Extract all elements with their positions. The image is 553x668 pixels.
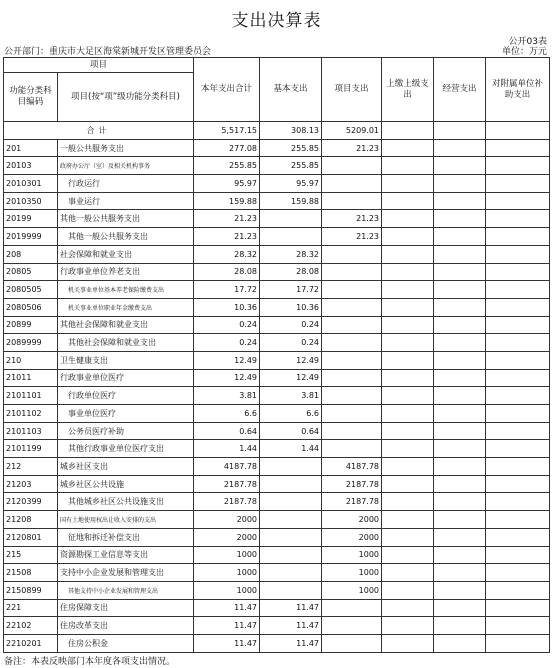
row-code: 2101199: [4, 440, 58, 458]
row-business: [434, 281, 486, 299]
table-row: [4, 511, 550, 529]
row-subsidy: [486, 175, 550, 193]
row-upper: [382, 192, 434, 210]
row-code: 2080506: [4, 298, 58, 316]
row-subsidy: [486, 228, 550, 246]
row-total: 4187.78: [194, 458, 260, 476]
total-total: 5,517.15: [194, 122, 260, 140]
row-total: 28.08: [194, 263, 260, 281]
row-project: [322, 192, 382, 210]
row-business: [434, 405, 486, 423]
row-project: [322, 405, 382, 423]
row-project: [322, 334, 382, 352]
row-upper: [382, 369, 434, 387]
row-project: [322, 634, 382, 652]
row-business: [434, 564, 486, 582]
table-row: [4, 617, 550, 635]
row-code: 2080505: [4, 281, 58, 299]
row-total: 1000: [194, 564, 260, 582]
row-subsidy: [486, 493, 550, 511]
row-business: [434, 387, 486, 405]
row-basic: 0.24: [260, 334, 322, 352]
row-upper: [382, 528, 434, 546]
row-project: [322, 175, 382, 193]
header-basic: 基本支出: [260, 58, 322, 122]
row-subsidy: [486, 422, 550, 440]
row-basic: 95.97: [260, 175, 322, 193]
row-upper: [382, 281, 434, 299]
row-total: 28.32: [194, 245, 260, 263]
row-name: 其他一般公共服务支出: [58, 228, 194, 246]
row-code: 212: [4, 458, 58, 476]
table-row: [4, 157, 550, 175]
row-project: [322, 263, 382, 281]
row-name: 征地和拆迁补偿支出: [58, 528, 194, 546]
total-upper: [382, 122, 434, 140]
row-upper: [382, 422, 434, 440]
row-project: [322, 369, 382, 387]
row-total: 95.97: [194, 175, 260, 193]
row-basic: 255.85: [260, 139, 322, 157]
row-project: [322, 298, 382, 316]
row-upper: [382, 351, 434, 369]
row-project: [322, 281, 382, 299]
row-subsidy: [486, 546, 550, 564]
row-project: [322, 351, 382, 369]
row-name: 其他支持中小企业发展和管理支出: [58, 581, 194, 599]
row-name: 卫生健康支出: [58, 351, 194, 369]
header-name: 项目(按“项”级功能分类科目): [58, 73, 194, 122]
table-row: [4, 564, 550, 582]
row-project: [322, 599, 382, 617]
row-upper: [382, 210, 434, 228]
row-upper: [382, 405, 434, 423]
table-row: [4, 493, 550, 511]
row-total: 3.81: [194, 387, 260, 405]
table-row: [4, 405, 550, 423]
row-total: 21.23: [194, 228, 260, 246]
row-business: [434, 493, 486, 511]
row-basic: 10.36: [260, 298, 322, 316]
row-upper: [382, 298, 434, 316]
row-project: [322, 245, 382, 263]
row-business: [434, 634, 486, 652]
row-business: [434, 228, 486, 246]
table-row: [4, 440, 550, 458]
row-code: 21011: [4, 369, 58, 387]
row-subsidy: [486, 511, 550, 529]
row-business: [434, 210, 486, 228]
row-total: 6.6: [194, 405, 260, 423]
table-row: [4, 599, 550, 617]
row-code: 221: [4, 599, 58, 617]
expenditure-table: [3, 57, 550, 653]
row-code: 2101101: [4, 387, 58, 405]
row-business: [434, 528, 486, 546]
row-business: [434, 581, 486, 599]
row-code: 20899: [4, 316, 58, 334]
header-subsidy: 对附属单位补助支出: [486, 58, 550, 122]
row-code: 2010301: [4, 175, 58, 193]
unit-label: 单位：万元: [501, 47, 547, 57]
row-upper: [382, 440, 434, 458]
footnote: 备注：本表反映部门本年度各项支出情况。: [4, 657, 176, 667]
row-code: 20805: [4, 263, 58, 281]
row-business: [434, 351, 486, 369]
row-basic: [260, 475, 322, 493]
row-business: [434, 475, 486, 493]
row-subsidy: [486, 599, 550, 617]
row-basic: 12.49: [260, 351, 322, 369]
row-business: [434, 157, 486, 175]
row-project: 2187.78: [322, 475, 382, 493]
row-business: [434, 599, 486, 617]
row-subsidy: [486, 139, 550, 157]
row-subsidy: [486, 316, 550, 334]
table-row: [4, 228, 550, 246]
row-code: 2210201: [4, 634, 58, 652]
row-subsidy: [486, 458, 550, 476]
row-code: 21208: [4, 511, 58, 529]
row-upper: [382, 581, 434, 599]
row-project: [322, 422, 382, 440]
row-total: 0.24: [194, 334, 260, 352]
table-row: [4, 634, 550, 652]
row-upper: [382, 564, 434, 582]
row-upper: [382, 157, 434, 175]
row-name: 其他社会保障和就业支出: [58, 334, 194, 352]
header-project: 项目: [4, 58, 194, 73]
row-total: 2187.78: [194, 475, 260, 493]
row-project: 21.23: [322, 228, 382, 246]
table-body: [4, 122, 550, 653]
row-business: [434, 334, 486, 352]
row-basic: [260, 511, 322, 529]
row-name: 一般公共服务支出: [58, 139, 194, 157]
row-project: 1000: [322, 564, 382, 582]
row-name: 行政事业单位医疗: [58, 369, 194, 387]
row-code: 20103: [4, 157, 58, 175]
row-name: 行政事业单位养老支出: [58, 263, 194, 281]
row-business: [434, 458, 486, 476]
table-row: [4, 458, 550, 476]
row-name: 其他城乡社区公共设施支出: [58, 493, 194, 511]
row-code: 2120399: [4, 493, 58, 511]
row-total: 1000: [194, 546, 260, 564]
row-name: 住房保障支出: [58, 599, 194, 617]
row-total: 12.49: [194, 369, 260, 387]
row-basic: 3.81: [260, 387, 322, 405]
row-total: 11.47: [194, 617, 260, 635]
table-row: [4, 192, 550, 210]
row-total: 0.24: [194, 316, 260, 334]
row-upper: [382, 599, 434, 617]
row-project: 2000: [322, 511, 382, 529]
row-business: [434, 617, 486, 635]
table-row: [4, 422, 550, 440]
row-subsidy: [486, 634, 550, 652]
row-basic: [260, 564, 322, 582]
table-row: [4, 581, 550, 599]
table-row: [4, 369, 550, 387]
row-upper: [382, 245, 434, 263]
row-business: [434, 175, 486, 193]
row-name: 其他社会保障和就业支出: [58, 316, 194, 334]
row-subsidy: [486, 564, 550, 582]
row-upper: [382, 511, 434, 529]
total-label: 合计: [4, 122, 194, 140]
row-basic: [260, 528, 322, 546]
row-upper: [382, 334, 434, 352]
row-name: 支持中小企业发展和管理支出: [58, 564, 194, 582]
row-basic: [260, 546, 322, 564]
row-business: [434, 316, 486, 334]
row-basic: 1.44: [260, 440, 322, 458]
row-subsidy: [486, 192, 550, 210]
row-project: 1000: [322, 546, 382, 564]
table-row: [4, 475, 550, 493]
row-upper: [382, 475, 434, 493]
row-code: 208: [4, 245, 58, 263]
row-business: [434, 369, 486, 387]
row-upper: [382, 387, 434, 405]
header-total: 本年支出合计: [194, 58, 260, 122]
row-project: 1000: [322, 581, 382, 599]
row-name: 政府办公厅（室）及相关机构事务: [58, 157, 194, 175]
row-name: 行政运行: [58, 175, 194, 193]
row-basic: 28.32: [260, 245, 322, 263]
row-project: [322, 316, 382, 334]
table-row: [4, 210, 550, 228]
row-upper: [382, 546, 434, 564]
row-name: 城乡社区公共设施: [58, 475, 194, 493]
row-upper: [382, 175, 434, 193]
row-project: 2187.78: [322, 493, 382, 511]
row-name: 事业单位医疗: [58, 405, 194, 423]
row-code: 2089999: [4, 334, 58, 352]
row-upper: [382, 228, 434, 246]
row-code: 2120801: [4, 528, 58, 546]
table-row: [4, 175, 550, 193]
row-subsidy: [486, 475, 550, 493]
row-basic: [260, 228, 322, 246]
row-name: 资源勘探工业信息等支出: [58, 546, 194, 564]
form-code: 公开03表: [508, 37, 547, 47]
row-project: [322, 387, 382, 405]
row-business: [434, 546, 486, 564]
table-row: [4, 316, 550, 334]
row-name: 城乡社区支出: [58, 458, 194, 476]
row-project: 4187.78: [322, 458, 382, 476]
row-basic: 11.47: [260, 599, 322, 617]
row-total: 2000: [194, 528, 260, 546]
header-code: 功能分类科目编码: [4, 73, 58, 122]
row-upper: [382, 634, 434, 652]
table-row: [4, 387, 550, 405]
table-row: [4, 245, 550, 263]
row-project: [322, 617, 382, 635]
table-row: [4, 528, 550, 546]
row-subsidy: [486, 245, 550, 263]
row-basic: 17.72: [260, 281, 322, 299]
total-project: 5209.01: [322, 122, 382, 140]
row-subsidy: [486, 617, 550, 635]
row-basic: 0.64: [260, 422, 322, 440]
total-basic: 308.13: [260, 122, 322, 140]
header-business: 经营支出: [434, 58, 486, 122]
row-subsidy: [486, 528, 550, 546]
total-row: [4, 122, 550, 140]
row-basic: 12.49: [260, 369, 322, 387]
department-label: 公开部门：重庆市大足区海棠新城开发区管理委员会: [4, 47, 212, 57]
row-basic: 6.6: [260, 405, 322, 423]
row-basic: 11.47: [260, 634, 322, 652]
row-basic: 159.88: [260, 192, 322, 210]
row-name: 行政单位医疗: [58, 387, 194, 405]
row-code: 201: [4, 139, 58, 157]
row-subsidy: [486, 210, 550, 228]
row-code: 21508: [4, 564, 58, 582]
table-row: [4, 546, 550, 564]
row-subsidy: [486, 157, 550, 175]
row-name: 国有土地使用权出让收入安排的支出: [58, 511, 194, 529]
row-total: 10.36: [194, 298, 260, 316]
row-code: 21203: [4, 475, 58, 493]
row-project: 21.23: [322, 139, 382, 157]
row-basic: [260, 493, 322, 511]
row-code: 215: [4, 546, 58, 564]
row-business: [434, 422, 486, 440]
page-title: 支出决算表: [231, 11, 322, 31]
row-basic: 0.24: [260, 316, 322, 334]
row-upper: [382, 263, 434, 281]
row-business: [434, 440, 486, 458]
row-total: 12.49: [194, 351, 260, 369]
row-subsidy: [486, 369, 550, 387]
row-total: 255.85: [194, 157, 260, 175]
row-code: 2010350: [4, 192, 58, 210]
row-code: 2150899: [4, 581, 58, 599]
row-total: 277.08: [194, 139, 260, 157]
row-total: 2000: [194, 511, 260, 529]
row-name: 公务员医疗补助: [58, 422, 194, 440]
row-upper: [382, 617, 434, 635]
row-business: [434, 245, 486, 263]
total-business: [434, 122, 486, 140]
row-business: [434, 298, 486, 316]
row-name: 其他行政事业单位医疗支出: [58, 440, 194, 458]
row-project: 2000: [322, 528, 382, 546]
unit-row: [4, 44, 547, 55]
row-name: 机关事业单位职业年金缴费支出: [58, 298, 194, 316]
header-upper: 上缴上级支出: [382, 58, 434, 122]
row-basic: 28.08: [260, 263, 322, 281]
row-name: 其他一般公共服务支出: [58, 210, 194, 228]
row-name: 机关事业单位基本养老保险缴费支出: [58, 281, 194, 299]
row-upper: [382, 316, 434, 334]
total-subsidy: [486, 122, 550, 140]
row-upper: [382, 493, 434, 511]
row-total: 11.47: [194, 634, 260, 652]
row-basic: 255.85: [260, 157, 322, 175]
row-project: [322, 157, 382, 175]
row-business: [434, 192, 486, 210]
row-subsidy: [486, 351, 550, 369]
row-subsidy: [486, 298, 550, 316]
row-subsidy: [486, 281, 550, 299]
row-name: 事业运行: [58, 192, 194, 210]
row-project: 21.23: [322, 210, 382, 228]
row-basic: [260, 210, 322, 228]
row-name: 住房公积金: [58, 634, 194, 652]
row-code: 2101102: [4, 405, 58, 423]
row-name: 社会保障和就业支出: [58, 245, 194, 263]
row-upper: [382, 139, 434, 157]
row-code: 210: [4, 351, 58, 369]
row-basic: 11.47: [260, 617, 322, 635]
row-code: 22102: [4, 617, 58, 635]
row-total: 2187.78: [194, 493, 260, 511]
row-code: 2019999: [4, 228, 58, 246]
row-total: 0.64: [194, 422, 260, 440]
header-project-expense: 项目支出: [322, 58, 382, 122]
row-total: 1000: [194, 581, 260, 599]
row-subsidy: [486, 581, 550, 599]
table-row: [4, 298, 550, 316]
table-row: [4, 263, 550, 281]
table-row: [4, 334, 550, 352]
row-subsidy: [486, 263, 550, 281]
table-row: [4, 281, 550, 299]
row-name: 住房改革支出: [58, 617, 194, 635]
row-project: [322, 440, 382, 458]
row-code: 20199: [4, 210, 58, 228]
row-basic: [260, 581, 322, 599]
row-business: [434, 511, 486, 529]
row-total: 1.44: [194, 440, 260, 458]
row-total: 11.47: [194, 599, 260, 617]
row-total: 21.23: [194, 210, 260, 228]
table-row: [4, 139, 550, 157]
row-business: [434, 139, 486, 157]
row-upper: [382, 458, 434, 476]
row-subsidy: [486, 405, 550, 423]
table-row: [4, 351, 550, 369]
row-subsidy: [486, 440, 550, 458]
row-code: 2101103: [4, 422, 58, 440]
row-subsidy: [486, 334, 550, 352]
row-total: 17.72: [194, 281, 260, 299]
row-business: [434, 263, 486, 281]
row-total: 159.88: [194, 192, 260, 210]
row-subsidy: [486, 387, 550, 405]
row-basic: [260, 458, 322, 476]
